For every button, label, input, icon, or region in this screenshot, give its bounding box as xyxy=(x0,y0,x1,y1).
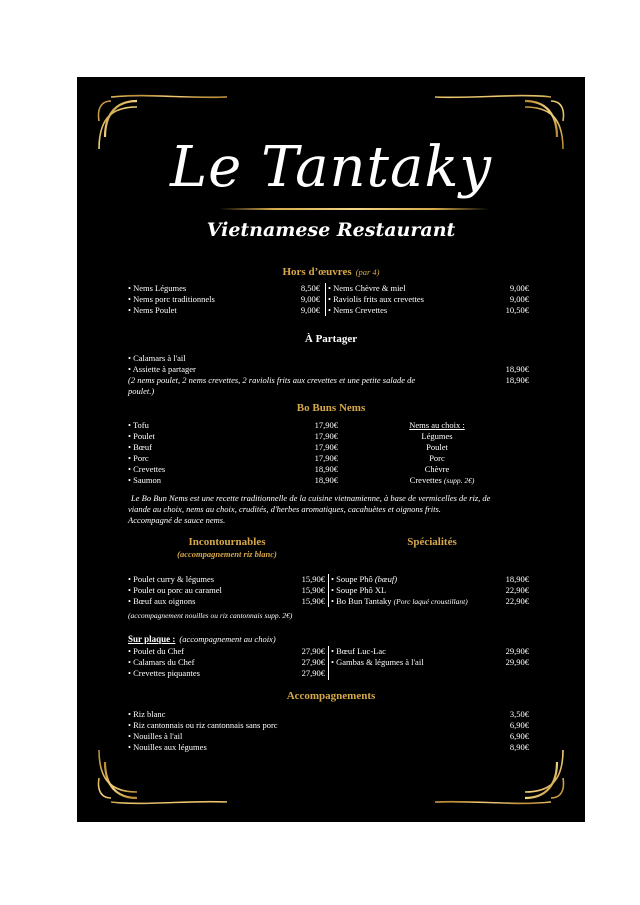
section-hors-doeuvres-heading xyxy=(77,262,585,280)
section-note: (accompagnement au choix) xyxy=(179,634,276,644)
menu-item-name: • Nems Chèvre & miel xyxy=(328,283,406,293)
menu-item-price: 8,50€ xyxy=(300,283,320,293)
section-note: (accompagnement nouilles ou riz cantonnais supp. 2€) xyxy=(128,611,293,620)
nems-choice: Légumes xyxy=(421,431,453,441)
menu-item-name: • Bœuf aux oignons xyxy=(128,596,196,606)
column-divider xyxy=(328,646,329,680)
nems-choice: Porc xyxy=(429,453,445,463)
menu-item-name: • Saumon xyxy=(128,475,161,485)
menu-item-name: • Porc xyxy=(128,453,149,463)
menu-item-name: • Nouilles aux légumes xyxy=(128,742,207,752)
bo-bun-description: viande au choix, nems au choix, crudités, d'herbes aromatiques, cacahuètes et oignons frits. xyxy=(128,504,441,514)
menu-item-price: 3,50€ xyxy=(509,709,529,719)
menu-item-name: • Bœuf xyxy=(128,442,152,452)
sur-plaque-heading xyxy=(128,629,276,647)
logo-underline xyxy=(219,208,489,210)
nems-choice: Poulet xyxy=(426,442,448,452)
menu-item-name: • Poulet ou porc au caramel xyxy=(128,585,222,595)
menu-item-price: 18,90€ xyxy=(314,464,338,474)
section-title: Bo Buns Nems xyxy=(296,402,366,414)
menu-item-price: 9,00€ xyxy=(509,283,529,293)
menu-item-name: • Assiette à partager xyxy=(128,364,196,374)
menu-item-row xyxy=(331,596,468,607)
menu-item-price: 15,90€ xyxy=(301,585,325,595)
nems-choice: Crevettes xyxy=(409,475,442,485)
menu-card xyxy=(77,77,585,822)
menu-item-price: 6,90€ xyxy=(509,731,529,741)
section-title: À Partager xyxy=(304,333,358,345)
nems-choice: Chèvre xyxy=(424,464,450,474)
menu-item-price: 9,00€ xyxy=(509,294,529,304)
item-description: poulet.) xyxy=(128,386,155,396)
restaurant-logo: Le Tantaky xyxy=(169,135,493,200)
menu-item-note: (Porc laqué croustillant) xyxy=(393,597,468,606)
menu-item-name: • Soupe Phô XL xyxy=(331,585,387,595)
menu-item-name: • Nems Crevettes xyxy=(328,305,388,315)
section-title: Hors d’œuvres xyxy=(282,266,352,278)
bo-bun-description: Accompagné de sauce nems. xyxy=(128,515,226,525)
menu-item-name: • Calamars du Chef xyxy=(128,657,195,667)
menu-item-price: 29,90€ xyxy=(505,646,529,656)
menu-item-price: 8,90€ xyxy=(509,742,529,752)
nems-choice-title: Nems au choix : xyxy=(409,420,465,430)
menu-item-price: 22,90€ xyxy=(505,596,529,606)
menu-item-name: • Crevettes piquantes xyxy=(128,668,200,678)
menu-item-price: 18,90€ xyxy=(505,375,529,385)
menu-item-name: • Nems porc traditionnels xyxy=(128,294,215,304)
menu-item-price: 18,90€ xyxy=(505,574,529,584)
menu-item-note: (bœuf) xyxy=(374,574,398,584)
menu-item-price: 22,90€ xyxy=(505,585,529,595)
menu-item-name: • Nems Légumes xyxy=(128,283,187,293)
menu-item-price: 27,90€ xyxy=(301,668,325,678)
menu-item-name: • Soupe Phô xyxy=(331,574,373,584)
nems-choice-note: (supp. 2€) xyxy=(443,476,475,485)
menu-item-name: • Riz blanc xyxy=(128,709,166,719)
menu-item-name: • Bœuf Luc-Lac xyxy=(331,646,386,656)
menu-item-price: 17,90€ xyxy=(314,442,338,452)
section-note: (par 4) xyxy=(355,267,380,277)
menu-item-name: • Gambas & légumes à l'ail xyxy=(331,657,424,667)
menu-item-price: 9,00€ xyxy=(300,294,320,304)
menu-item-name: • Poulet xyxy=(128,431,155,441)
menu-item-name: • Raviolis frits aux crevettes xyxy=(328,294,424,304)
menu-item-name: • Poulet curry & légumes xyxy=(128,574,215,584)
menu-item-price: 17,90€ xyxy=(314,420,338,430)
menu-item-name: • Calamars à l'ail xyxy=(128,353,186,363)
menu-item-name: • Bo Bun Tantaky xyxy=(331,596,392,606)
restaurant-tagline: Vietnamese Restaurant xyxy=(206,219,456,241)
menu-item-price: 17,90€ xyxy=(314,453,338,463)
section-note: (accompagnement riz blanc) xyxy=(177,549,277,559)
menu-item-price: 6,90€ xyxy=(509,720,529,730)
bo-bun-description: Le Bo Bun Nems est une recette traditionnelle de la cuisine vietnamienne, à base de vermicelles de riz, de xyxy=(131,493,491,503)
section-title: Sur plaque : xyxy=(128,634,176,644)
menu-item-price: 27,90€ xyxy=(301,646,325,656)
menu-item-name: • Tofu xyxy=(128,420,149,430)
menu-item-name: • Nems Poulet xyxy=(128,305,177,315)
menu-item-price: 27,90€ xyxy=(301,657,325,667)
section-title: Incontournables xyxy=(188,536,266,548)
menu-item-price: 18,90€ xyxy=(314,475,338,485)
menu-item-name: • Nouilles à l'ail xyxy=(128,731,183,741)
menu-item-price: 15,90€ xyxy=(301,596,325,606)
menu-item-price: 10,50€ xyxy=(505,305,529,315)
section-title: Spécialités xyxy=(407,536,457,548)
column-divider xyxy=(325,283,326,316)
menu-item-name: • Poulet du Chef xyxy=(128,646,185,656)
section-title: Accompagnements xyxy=(286,690,376,702)
menu-item-price: 18,90€ xyxy=(505,364,529,374)
menu-item-price: 17,90€ xyxy=(314,431,338,441)
menu-item-row xyxy=(331,574,397,585)
menu-item-price: 15,90€ xyxy=(301,574,325,584)
menu-item-name: • Crevettes xyxy=(128,464,166,474)
column-divider xyxy=(328,574,329,607)
menu-item-price: 9,00€ xyxy=(300,305,320,315)
nems-choice-row xyxy=(387,475,497,486)
menu-item-price: 29,90€ xyxy=(505,657,529,667)
item-description: (2 nems poulet, 2 nems crevettes, 2 raviolis frits aux crevettes et une petite salade de xyxy=(128,375,416,385)
menu-item-name: • Riz cantonnais ou riz cantonnais sans porc xyxy=(128,720,278,730)
